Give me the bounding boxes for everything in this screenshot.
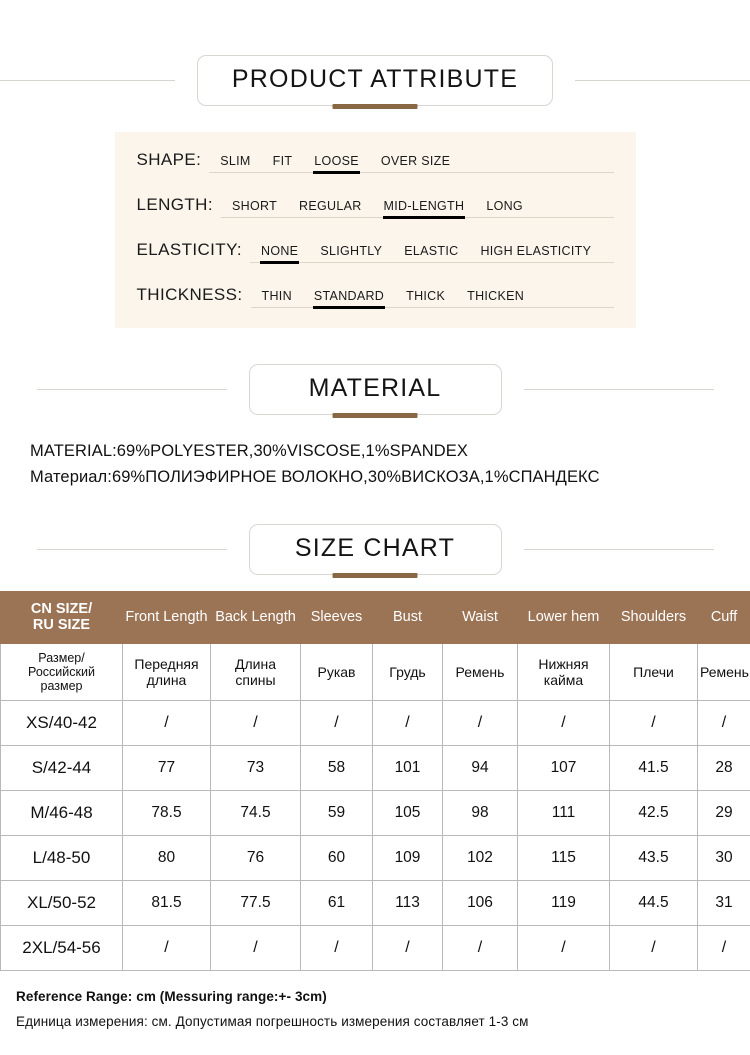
column-header-ru-size-line1: Размер/	[3, 651, 120, 665]
cell-size: S/42-44	[1, 745, 123, 790]
cell-bust: /	[373, 700, 443, 745]
option-length-short[interactable]: SHORT	[221, 199, 288, 213]
attribute-options-length	[221, 199, 614, 218]
attribute-row-length	[137, 195, 614, 218]
header-rule-right	[575, 80, 750, 81]
cell-front-length: 78.5	[123, 790, 211, 835]
attribute-label-shape: SHAPE:	[137, 150, 202, 170]
cell-size: 2XL/54-56	[1, 925, 123, 970]
column-header-ru-lower-hem: Нижняя кайма	[518, 643, 610, 700]
cell-front-length: 80	[123, 835, 211, 880]
column-header-shoulders: Shoulders	[610, 592, 698, 643]
column-header-lower-hem: Lower hem	[518, 592, 610, 643]
attributes-panel	[115, 132, 636, 328]
size-chart-title: SIZE CHART	[295, 534, 455, 562]
size-chart-rule-right	[524, 549, 714, 550]
material-accent-bar	[333, 413, 418, 418]
cell-cuff: 28	[698, 745, 750, 790]
reference-range-russian: Единица измерения: см. Допустимая погрешность измерения составляет 1-3 см	[16, 1010, 750, 1035]
cell-size: M/46-48	[1, 790, 123, 835]
column-header-ru-sleeves: Рукав	[301, 643, 373, 700]
size-chart-table-wrap	[0, 591, 750, 970]
column-header-ru-size-line2: Российский	[3, 665, 120, 679]
option-elasticity-none[interactable]: NONE	[250, 244, 309, 258]
attribute-row-thickness	[137, 285, 614, 308]
option-shape-slim[interactable]: SLIM	[209, 154, 261, 168]
option-length-mid-length[interactable]: MID-LENGTH	[373, 199, 476, 213]
size-chart-title-box	[249, 524, 502, 575]
cell-sleeves: 60	[301, 835, 373, 880]
cell-bust: /	[373, 925, 443, 970]
cell-shoulders: /	[610, 925, 698, 970]
table-row	[1, 925, 750, 970]
cell-waist: 94	[443, 745, 518, 790]
reference-range-english: Reference Range: cm (Messuring range:+- 3cm)	[16, 985, 750, 1010]
attribute-label-length: LENGTH:	[137, 195, 213, 215]
size-chart-table	[0, 591, 750, 970]
cell-shoulders: 44.5	[610, 880, 698, 925]
table-header-row-ru	[1, 643, 750, 700]
cell-bust: 109	[373, 835, 443, 880]
option-elasticity-elastic[interactable]: ELASTIC	[393, 244, 469, 258]
column-header-ru-size-line3: размер	[3, 679, 120, 693]
attribute-label-elasticity: ELASTICITY:	[137, 240, 243, 260]
option-shape-loose[interactable]: LOOSE	[303, 154, 370, 168]
column-header-ru-size	[1, 643, 123, 700]
option-shape-fit[interactable]: FIT	[262, 154, 304, 168]
cell-lower-hem: 111	[518, 790, 610, 835]
material-rule-right	[524, 389, 714, 390]
option-thickness-standard[interactable]: STANDARD	[303, 289, 395, 303]
column-header-size	[1, 592, 123, 643]
option-length-regular[interactable]: REGULAR	[288, 199, 373, 213]
size-chart-header	[0, 524, 750, 575]
reference-range-footer	[16, 985, 750, 1035]
option-thickness-thick[interactable]: THICK	[395, 289, 456, 303]
cell-bust: 105	[373, 790, 443, 835]
cell-back-length: 76	[211, 835, 301, 880]
column-header-back-length: Back Length	[211, 592, 301, 643]
column-header-ru-cuff: Ремень	[698, 643, 750, 700]
cell-front-length: /	[123, 700, 211, 745]
cell-waist: 102	[443, 835, 518, 880]
cell-sleeves: /	[301, 925, 373, 970]
cell-back-length: /	[211, 925, 301, 970]
cell-waist: 106	[443, 880, 518, 925]
column-header-ru-bust: Грудь	[373, 643, 443, 700]
cell-lower-hem: 107	[518, 745, 610, 790]
cell-shoulders: 41.5	[610, 745, 698, 790]
cell-size: XS/40-42	[1, 700, 123, 745]
column-header-ru-waist: Ремень	[443, 643, 518, 700]
cell-lower-hem: 119	[518, 880, 610, 925]
option-elasticity-slightly[interactable]: SLIGHTLY	[309, 244, 393, 258]
cell-sleeves: /	[301, 700, 373, 745]
size-chart-accent-bar	[333, 573, 418, 578]
header-rule-left	[0, 80, 175, 81]
cell-waist: 98	[443, 790, 518, 835]
cell-cuff: 30	[698, 835, 750, 880]
column-header-front-length: Front Length	[123, 592, 211, 643]
cell-waist: /	[443, 700, 518, 745]
cell-lower-hem: 115	[518, 835, 610, 880]
column-header-size-line1: CN SIZE/	[3, 601, 120, 617]
material-title: MATERIAL	[309, 374, 442, 402]
cell-cuff: 31	[698, 880, 750, 925]
size-chart-rule-left	[37, 549, 227, 550]
cell-size: L/48-50	[1, 835, 123, 880]
table-header-row-en	[1, 592, 750, 643]
material-rule-left	[37, 389, 227, 390]
cell-front-length: /	[123, 925, 211, 970]
cell-sleeves: 61	[301, 880, 373, 925]
material-content	[30, 439, 750, 490]
table-row	[1, 835, 750, 880]
column-header-ru-shoulders: Плечи	[610, 643, 698, 700]
material-box-wrap	[249, 364, 502, 415]
option-length-long[interactable]: LONG	[475, 199, 534, 213]
option-elasticity-high-elasticity[interactable]: HIGH ELASTICITY	[469, 244, 602, 258]
column-header-cuff: Cuff	[698, 592, 750, 643]
cell-lower-hem: /	[518, 700, 610, 745]
material-text-russian: Материал:69%ПОЛИЭФИРНОЕ ВОЛОКНО,30%ВИСКОЗА,1%СПАНДЕКС	[30, 465, 750, 491]
cell-back-length: 77.5	[211, 880, 301, 925]
attribute-label-thickness: THICKNESS:	[137, 285, 243, 305]
option-shape-over-size[interactable]: OVER SIZE	[370, 154, 461, 168]
column-header-bust: Bust	[373, 592, 443, 643]
header-accent-bar	[333, 104, 418, 109]
option-thickness-thicken[interactable]: THICKEN	[456, 289, 535, 303]
column-header-size-line2: RU SIZE	[3, 617, 120, 633]
option-thickness-thin[interactable]: THIN	[251, 289, 303, 303]
cell-cuff: /	[698, 925, 750, 970]
page-title: PRODUCT ATTRIBUTE	[232, 65, 518, 93]
cell-cuff: /	[698, 700, 750, 745]
header-box-wrap	[197, 55, 553, 106]
size-chart-box-wrap	[249, 524, 502, 575]
cell-sleeves: 58	[301, 745, 373, 790]
column-header-ru-back-length: Длина спины	[211, 643, 301, 700]
cell-back-length: 74.5	[211, 790, 301, 835]
cell-size: XL/50-52	[1, 880, 123, 925]
cell-bust: 113	[373, 880, 443, 925]
table-row	[1, 880, 750, 925]
cell-front-length: 81.5	[123, 880, 211, 925]
attribute-options-shape	[209, 154, 613, 173]
attribute-options-elasticity	[250, 244, 614, 263]
cell-shoulders: 42.5	[610, 790, 698, 835]
product-attribute-header	[0, 55, 750, 106]
material-title-box	[249, 364, 502, 415]
cell-front-length: 77	[123, 745, 211, 790]
column-header-waist: Waist	[443, 592, 518, 643]
table-row	[1, 745, 750, 790]
column-header-sleeves: Sleeves	[301, 592, 373, 643]
column-header-ru-front-length: Передняя длина	[123, 643, 211, 700]
cell-shoulders: 43.5	[610, 835, 698, 880]
cell-back-length: /	[211, 700, 301, 745]
material-header	[0, 364, 750, 415]
cell-shoulders: /	[610, 700, 698, 745]
table-row	[1, 790, 750, 835]
cell-cuff: 29	[698, 790, 750, 835]
attribute-options-thickness	[251, 289, 614, 308]
attribute-row-shape	[137, 150, 614, 173]
cell-sleeves: 59	[301, 790, 373, 835]
table-row	[1, 700, 750, 745]
cell-back-length: 73	[211, 745, 301, 790]
product-attribute-title-box	[197, 55, 553, 106]
attribute-row-elasticity	[137, 240, 614, 263]
cell-lower-hem: /	[518, 925, 610, 970]
cell-waist: /	[443, 925, 518, 970]
cell-bust: 101	[373, 745, 443, 790]
material-text-english: MATERIAL:69%POLYESTER,30%VISCOSE,1%SPANDEX	[30, 439, 750, 465]
